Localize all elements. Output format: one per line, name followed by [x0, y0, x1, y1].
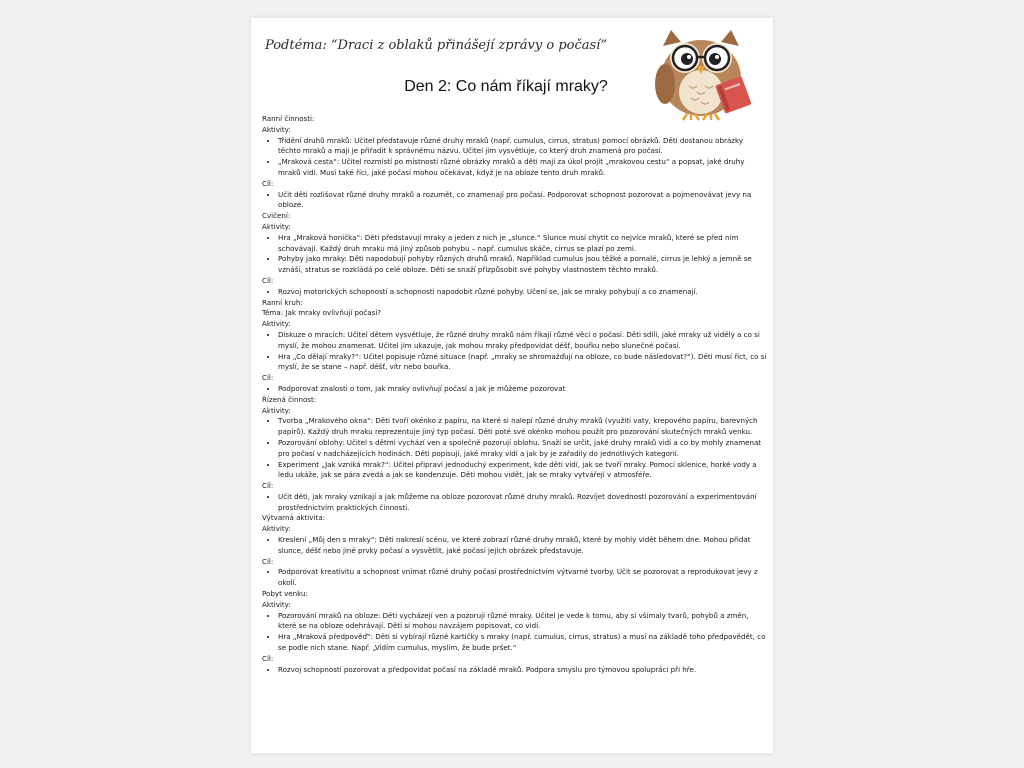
activities-list: [262, 233, 767, 276]
activities-label: Aktivity:: [262, 599, 291, 609]
section-guided-activity: [262, 395, 767, 514]
list-item: • Podporovat znalosti o tom, jak mraky ovlivňují počasí a jak je můžeme pozorovat: [278, 384, 767, 395]
activities-label: Aktivity:: [262, 405, 291, 415]
theme-line: Téma: Jak mraky ovlivňují počasí?: [262, 308, 382, 318]
goals-list: [262, 190, 767, 212]
list-item: • Učit děti, jak mraky vznikají a jak můžeme na obloze pozorovat různé druhy mraků. Rozvíjet dovednosti pozorování a experimentování prostřednictvím praktických činností.: [278, 492, 767, 514]
list-item: • Hra „Mraková předpověď“: Děti si vybírají různé kartičky s mraky (např. cumulus, cirrus, stratus) a musí na základě toho předpovědět, co se podle nich stane. Např. „Vidím cumulus, myslím, že bude pršet.“: [278, 632, 767, 654]
activities-label: Aktivity:: [262, 221, 291, 231]
goal-label: Cíl:: [262, 373, 274, 383]
goal-label: Cíl:: [262, 481, 274, 491]
list-item: • Hra „Co dělají mraky?“: Učitel popisuje různé situace (např. „mraky se shromažďují na obloze, co bude následovat?“). Děti musí říct, co si myslí, že se stane – např. déšť, vítr nebo bouřka.: [278, 352, 767, 374]
document-page: [251, 18, 773, 753]
section-heading: Ranní kruh:: [262, 297, 303, 307]
activities-label: Aktivity:: [262, 124, 291, 134]
section-morning-circle: [262, 298, 767, 395]
lesson-plan-content: [262, 114, 767, 675]
section-heading: Cvičení:: [262, 211, 291, 221]
list-item: • Rozvoj schopnosti pozorovat a předpovídat počasí na základě mraků. Podpora smyslu pro týmovou spolupráci při hře.: [278, 665, 767, 676]
goals-list: [262, 665, 767, 676]
list-item: • Tvorba „Mrakového okna“: Děti tvoří okénko z papíru, na které si nalepí různé druhy mraků (využití vaty, krepového papíru, barevných papírů). Každý druh mraku reprezentuje jiný typ počasí. Děti poté své okénko mohou použít pro pozorování skutečných mraků venku.: [278, 416, 767, 438]
section-heading: Pobyt venku:: [262, 589, 308, 599]
goal-label: Cíl:: [262, 178, 274, 188]
activities-list: [262, 535, 767, 557]
activities-label: Aktivity:: [262, 524, 291, 534]
list-item: • „Mraková cesta“: Učitel rozmístí po místnosti různé obrázky mraků a děti mají za úkol projít „mrakovou cestu“ a popsat, jaké druhy mraků vidí. Musí také říci, jaké počasí mohou očekávat, když je na obloze tento druh mraků.: [278, 157, 767, 179]
goals-list: [262, 492, 767, 514]
activities-list: [262, 136, 767, 179]
goals-list: [262, 567, 767, 589]
list-item: • Pohyby jako mraky: Děti napodobují pohyby různých druhů mraků. Například cumulus jsou těžké a pomalé, cirrus je lehký a jemně se vznáší, stratus se rozkládá po celé obloze. Děti se snaží přizpůsobit své pohyby vlastnostem těchto mraků.: [278, 254, 767, 276]
section-heading: Výtvarná aktivita:: [262, 513, 325, 523]
list-item: • Pozorování oblohy: Učitel s dětmi vychází ven a společně pozorují oblohu. Snaží se určit, jaké druhy mraků vidí a co by mohly znamenat pro počasí v nadcházejících hodinách. Děti popisují, jaké mraky vidí a jak by je zařadily do jednotlivých kategorií.: [278, 438, 767, 460]
goals-list: [262, 384, 767, 395]
section-exercise: [262, 211, 767, 297]
activities-list: [262, 416, 767, 481]
list-item: • Podporovat kreativitu a schopnost vnímat různé druhy počasí prostřednictvím výtvarné tvorby. Učit se pozorovat a reprodukovat jevy z okolí.: [278, 567, 767, 589]
page-title: Den 2: Co nám říkají mraky?: [404, 78, 608, 95]
background: [0, 0, 230, 768]
section-morning-activities: [262, 114, 767, 211]
section-art-activity: [262, 513, 767, 589]
owl-with-book-icon: [641, 26, 761, 122]
goal-label: Cíl:: [262, 653, 274, 663]
activities-list: [262, 611, 767, 654]
list-item: • Diskuze o mracích: Učitel dětem vysvětluje, že různé druhy mraků nám říkají různé věci o počasí. Děti sdílí, jaké mraky už viděly a co si myslí, že mohou znamenat. Učitel jim ukazuje, jak mohou mraky předpovídat déšť, bouřku nebo slunečné počasí.: [278, 330, 767, 352]
list-item: • Učit děti rozlišovat různé druhy mraků a rozumět, co znamenají pro počasí. Podporovat schopnost pozorovat a pojmenovávat jevy na obloze.: [278, 190, 767, 212]
list-item: • Rozvoj motorických schopností a schopnosti napodobit různé pohyby. Učení se, jak se mraky pohybují a co znamenají.: [278, 287, 767, 298]
goal-label: Cíl:: [262, 275, 274, 285]
section-heading: Ranní činnosti:: [262, 114, 315, 123]
list-item: • Hra „Mraková honička“: Děti představují mraky a jeden z nich je „slunce.“ Slunce musí chytit co nejvíce mraků, které se před ním schovávají. Každý druh mraku má jiný způsob pohybu – např. cumulus skáče, cirrus se plazí po zemi.: [278, 233, 767, 255]
list-item: • Pozorování mraků na obloze: Děti vycházejí ven a pozorují různé mraky. Učitel je vede k tomu, aby si všímaly tvarů, pohybů a změn, které se na obloze odehrávají. Děti si mohou navzájem popisovat, co vidí.: [278, 611, 767, 633]
list-item: • Kreslení „Můj den s mraky“: Děti nakreslí scénu, ve které zobrazí různé druhy mraků, které by mohly vidět během dne. Mohou přidat slunce, déšť nebo jiné prvky počasí a vysvětlit, jaké počasí jejich obrázek představuje.: [278, 535, 767, 557]
goal-label: Cíl:: [262, 556, 274, 566]
activities-list: [262, 330, 767, 373]
subtopic-heading: Podtéma: “Draci z oblaků přinášejí zprávy o počasí”: [265, 38, 607, 53]
activities-label: Aktivity:: [262, 319, 291, 329]
goals-list: [262, 287, 767, 298]
list-item: • Experiment „Jak vzniká mrak?“: Učitel připraví jednoduchý experiment, kde děti vidí, jak se tvoří mraky. Pomocí sklenice, horké vody a ledu ukáže, jak se pára zvedá a jak se kondenzuje. Děti mohou vidět, jak se mraky vytvářejí v atmosféře.: [278, 460, 767, 482]
section-heading: Řízená činnost:: [262, 394, 317, 404]
section-outdoor-stay: [262, 589, 767, 675]
list-item: • Třídění druhů mraků: Učitel představuje různé druhy mraků (např. cumulus, cirrus, stratus) pomocí obrázků. Děti dostanou obrázky těchto mraků a mají je přiřadit k správnému názvu. Učitel jim vysvětluje, co který druh znamená pro počasí.: [278, 136, 767, 158]
